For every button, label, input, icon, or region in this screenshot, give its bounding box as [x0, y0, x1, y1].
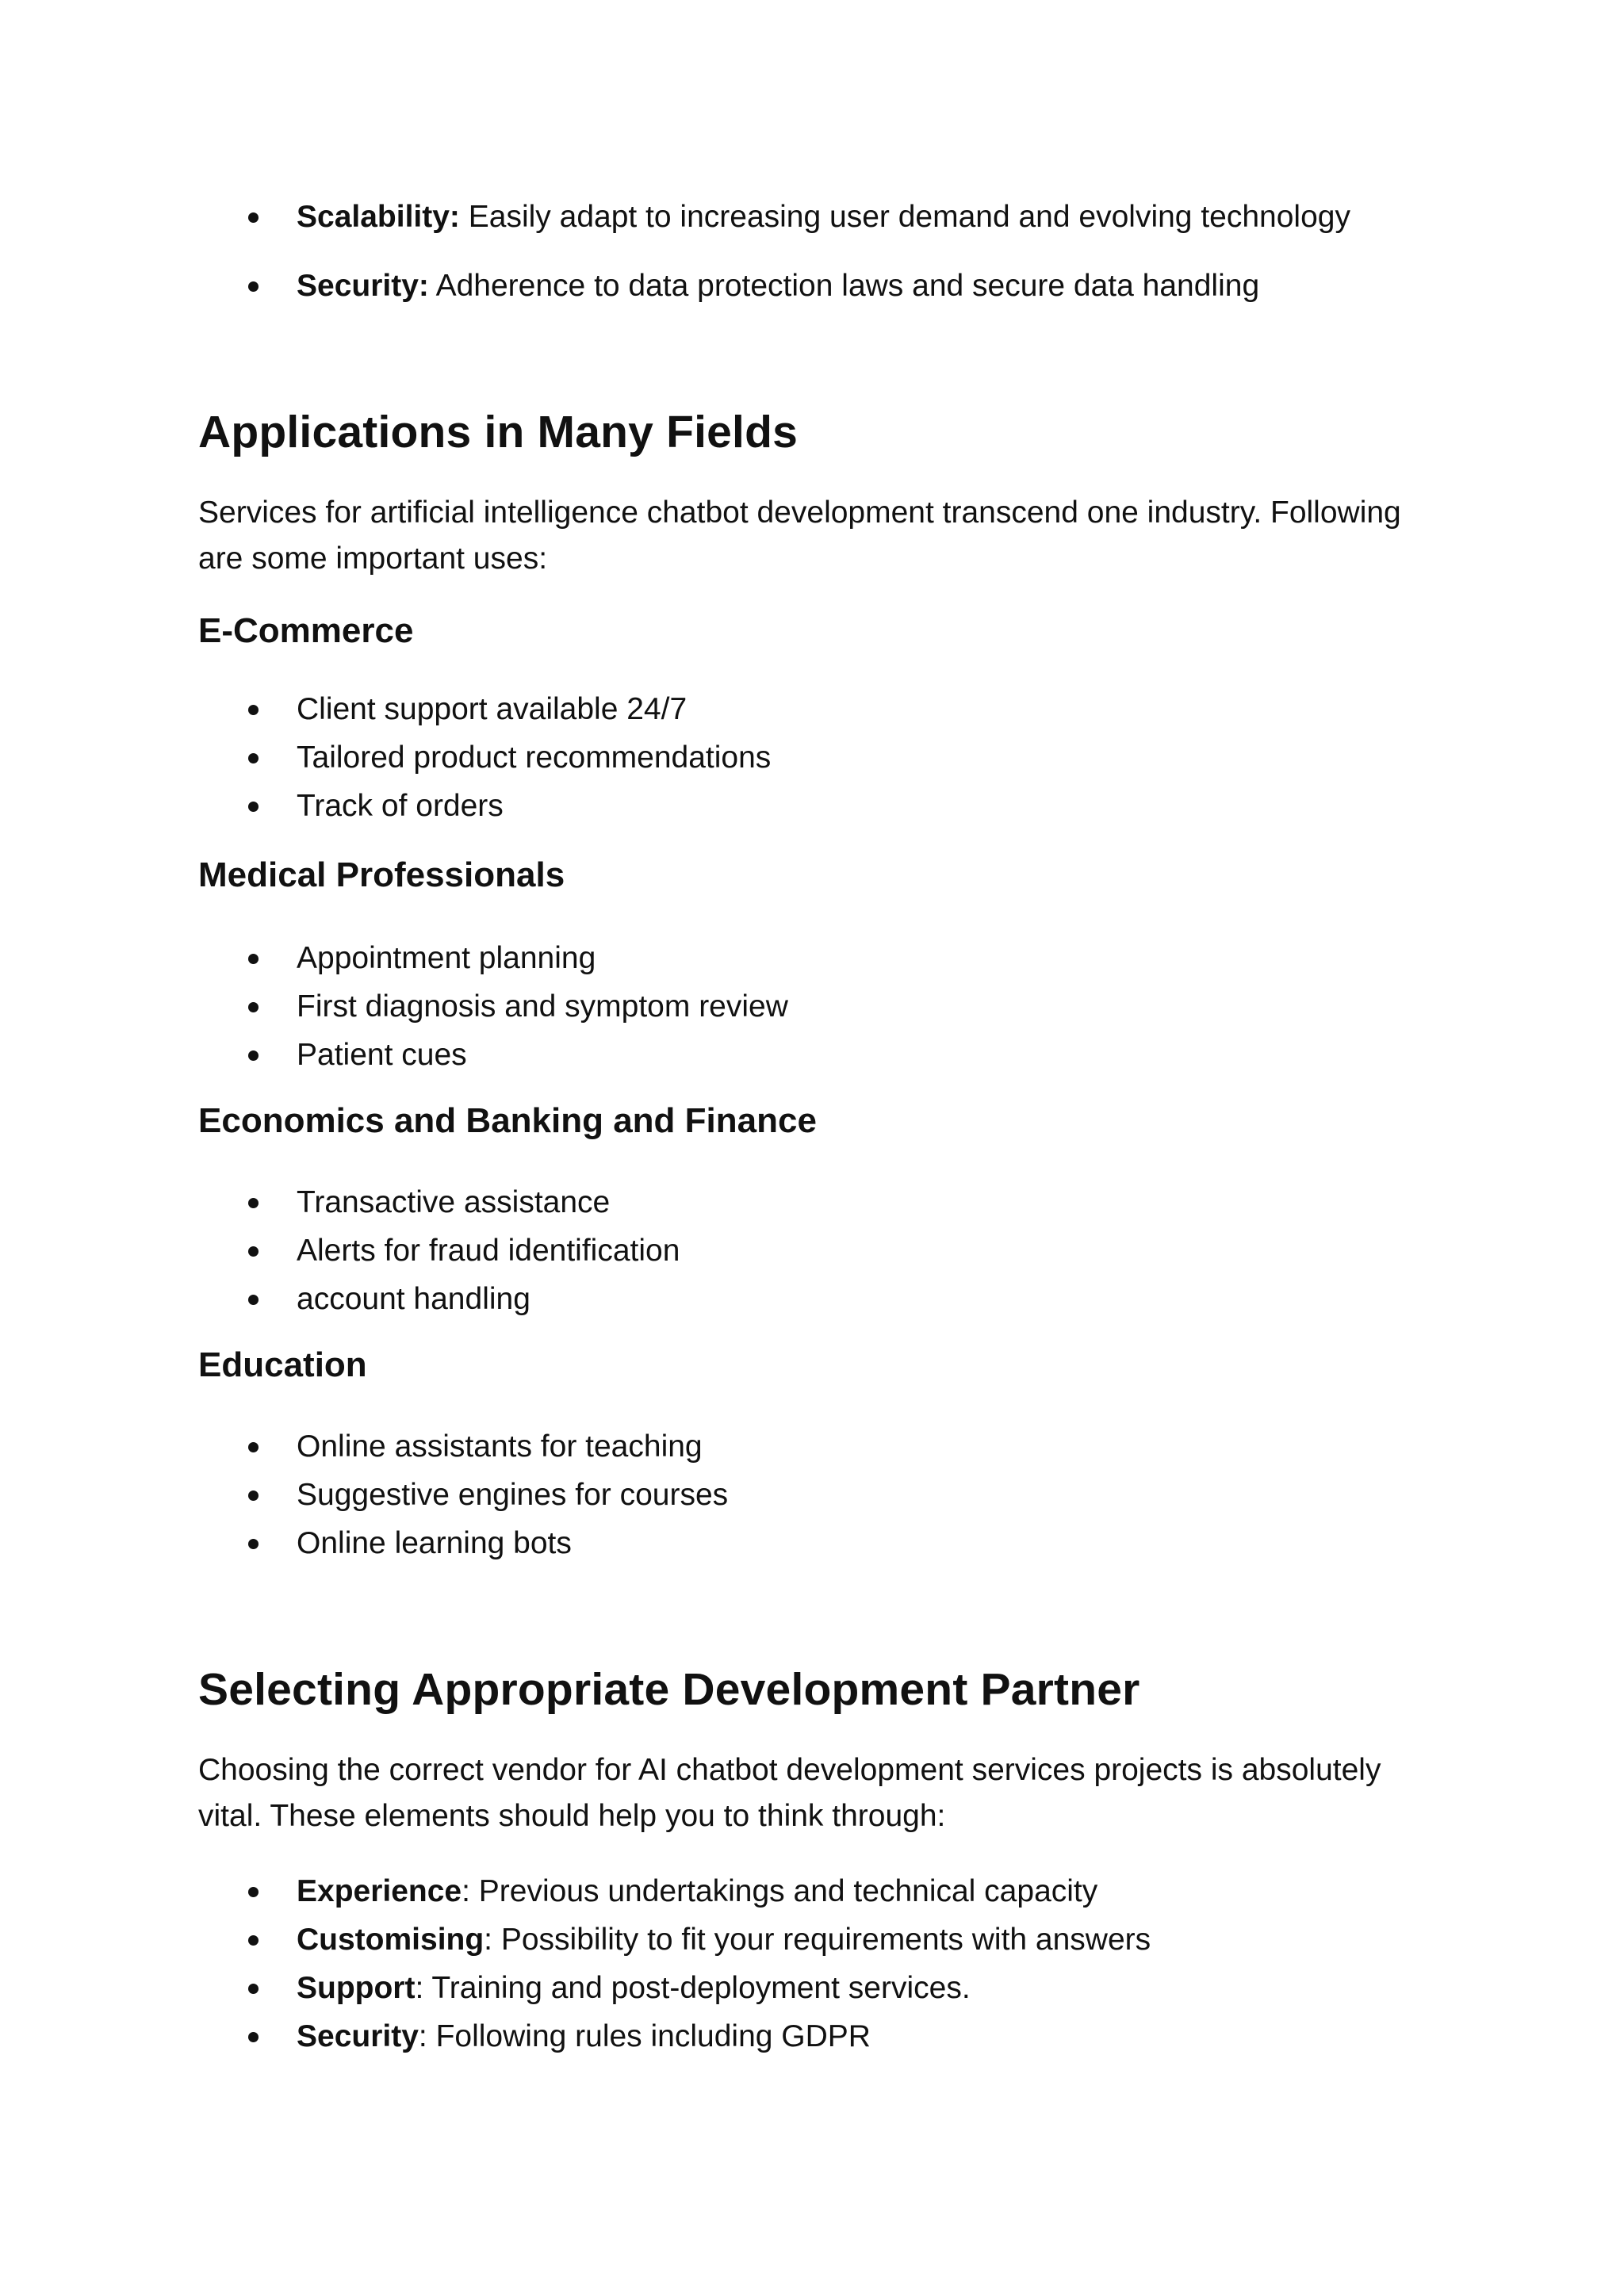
list-item-support — [198, 1964, 1151, 2012]
bullet-term: Scalability: — [297, 200, 460, 234]
list-item: Patient cues — [198, 1031, 788, 1079]
subheading-ecommerce: E-Commerce — [198, 611, 414, 650]
bullet-term: Experience — [297, 1874, 462, 1908]
subheading-medical: Medical Professionals — [198, 855, 565, 894]
list-item: Track of orders — [198, 782, 771, 830]
section-heading-applications: Applications in Many Fields — [198, 407, 799, 457]
section-heading-partner: Selecting Appropriate Development Partner — [198, 1664, 1140, 1715]
subheading-education: Education — [198, 1345, 367, 1384]
partner-intro: Choosing the correct vendor for AI chatbot development services projects is absolutely vital. These elements should help you to think through: — [198, 1753, 1381, 1833]
list-item: Client support available 24/7 — [198, 685, 771, 733]
education-list — [198, 1422, 728, 1567]
top-bullet-list — [198, 182, 1350, 320]
list-item: Online learning bots — [198, 1519, 728, 1567]
medical-list — [198, 934, 788, 1079]
bullet-text: Easily adapt to increasing user demand and evolving technology — [459, 200, 1350, 234]
list-item: First diagnosis and symptom review — [198, 982, 788, 1031]
bullet-term: Customising — [297, 1923, 485, 1957]
bullet-text: : Possibility to fit your requirements with answers — [484, 1923, 1151, 1957]
bullet-term: Security: — [297, 269, 429, 303]
finance-list — [198, 1178, 680, 1323]
list-item-experience — [198, 1867, 1151, 1915]
list-item-customising — [198, 1915, 1151, 1964]
list-item: Appointment planning — [198, 934, 788, 982]
list-item: Alerts for fraud identification — [198, 1226, 680, 1275]
list-item: Tailored product recommendations — [198, 733, 771, 782]
list-item: Online assistants for teaching — [198, 1422, 728, 1471]
list-item: account handling — [198, 1275, 680, 1323]
bullet-term: Security — [297, 2019, 419, 2053]
bullet-text: : Training and post-deployment services. — [415, 1971, 971, 2005]
list-item-security — [198, 2012, 1151, 2061]
list-item-security — [198, 251, 1350, 320]
bullet-text: : Previous undertakings and technical capacity — [462, 1874, 1098, 1908]
bullet-text: Adherence to data protection laws and secure data handling — [428, 269, 1260, 303]
bullet-term: Support — [297, 1971, 416, 2005]
list-item-scalability — [198, 182, 1350, 251]
subheading-finance: Economics and Banking and Finance — [198, 1101, 817, 1140]
applications-intro: Services for artificial intelligence chatbot development transcend one industry. Following are some important uses: — [198, 496, 1401, 576]
ecommerce-list — [198, 685, 771, 830]
partner-criteria-list — [198, 1867, 1151, 2061]
bullet-text: : Following rules including GDPR — [418, 2019, 871, 2053]
list-item: Suggestive engines for courses — [198, 1471, 728, 1519]
list-item: Transactive assistance — [198, 1178, 680, 1226]
